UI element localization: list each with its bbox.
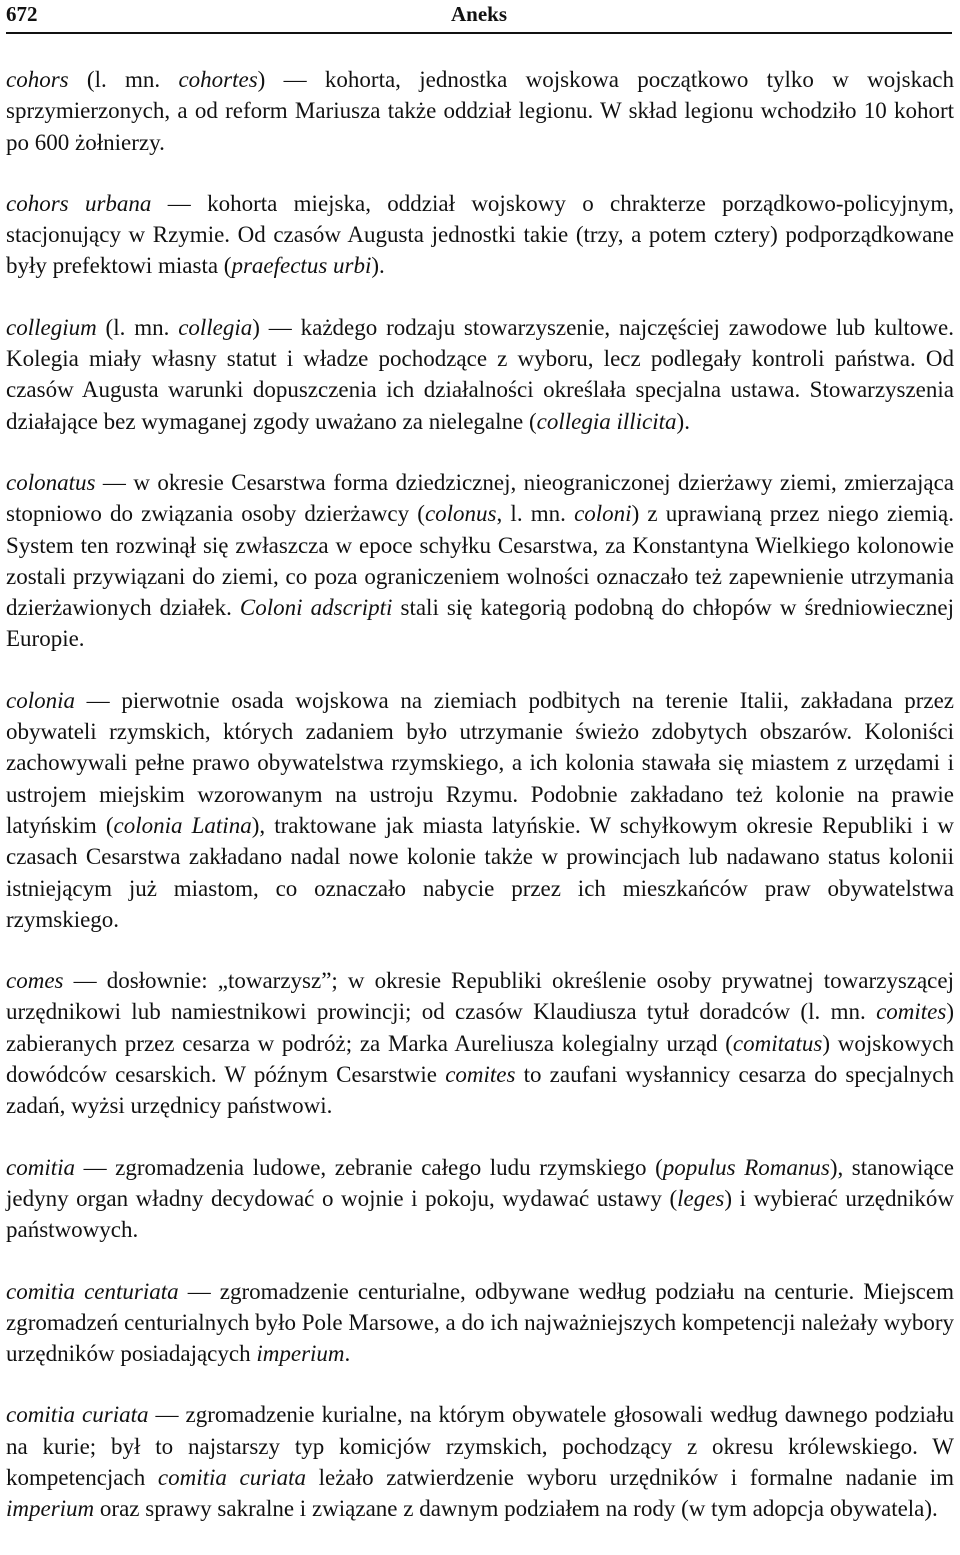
entry-text-segment: ) z uprawianą przez niego ziemią. System ten rozwinął się zwłaszcza w epoce schyłku Cesarstwa, za Konstantyna Wielkiego kolonowie zostali przywiązani do ziemi, co poza ograniczeniem wolności oznaczało też zapewnienie utrzymania dzierżawionych działek. [6, 501, 954, 621]
entry-text-segment: ) wojskowych dowódców cesarskich. W późnym Cesarstwie [6, 1030, 954, 1088]
entry-term: colonia [6, 687, 75, 713]
entry-text-segment: ), traktowane jak miasta latyńskie. W schyłkowym okresie Republiki i w czasach Cesarstwa zakładano nadal nowe kolonie także w prowincjach lub nadawano status kolonii istniejącym już miastom, co oznaczało nabycie przez ich mieszkańców praw obywatelstwa rzymskiego. [6, 812, 954, 932]
entry-term: collegium [6, 314, 97, 340]
glossary-entries [6, 64, 954, 1555]
entry-term: cohors urbana [6, 190, 152, 216]
entry-text-segment: (l. mn. [96, 314, 179, 340]
entry-text-segment: — dosłownie: „towarzysz”; w okresie Republiki określenie osoby prywatnej towarzyszącej urzędnikowi lub namiestnikowi prowincji; od czasów Klaudiusza tytuł doradców (l. mn. [6, 968, 954, 1025]
glossary-entry [6, 467, 954, 655]
entry-text-segment-italic: cohortes [178, 67, 258, 92]
entry-text-segment: . [344, 1341, 351, 1367]
entry-text-segment: — pierwotnie osada wojskowa na ziemiach podbitych na terenie Italii, zakładana przez obywateli rzymskich, których zadaniem było utrzymanie świeżo zdobytych obszarów. Koloniści zachowywali pełne prawo obywatelstwa rzymskiego, a ich kolonia stawała się miastem z urzędami i ustrojem miejskim wzorowanym na ustroju Rzymu. Podobnie zakładano też kolonie na prawie latyńskim ( [6, 687, 954, 838]
running-head: Aneks [450, 2, 508, 26]
entry-body [6, 1402, 954, 1521]
entry-text-segment-italic: leges [677, 1185, 725, 1211]
entry-term: colonatus [6, 469, 96, 495]
entry-term: comitia [6, 1154, 75, 1180]
entry-body [6, 315, 954, 434]
entry-text-segment: , l. mn. [496, 501, 575, 527]
entry-text-segment: ). [676, 408, 690, 434]
entry-body [6, 67, 954, 155]
entry-body [6, 688, 954, 932]
entry-text-segment: oraz sprawy sakralne i związane z dawnym podziałem na rody (w tym adopcja obywatela). [94, 1496, 938, 1522]
entry-text-segment-italic: collegia illicita [536, 408, 677, 434]
entry-text-segment: — zgromadzenie centurialne, odbywane według podziału na centurie. Miejscem zgromadzeń centurialnych było Pole Marsowe, a do ich najważniejszych kompetencji należały wybory urzędników posiadających [6, 1278, 954, 1367]
entry-text-segment: ). [371, 253, 385, 279]
entry-term: comes [6, 968, 64, 994]
glossary-entry [6, 312, 954, 437]
entry-term: comitia centuriata [6, 1278, 179, 1304]
entry-text-segment-italic: comitia curiata [157, 1464, 306, 1490]
entry-body [6, 968, 954, 1118]
entry-text-segment-italic: Coloni adscripti [239, 595, 393, 621]
entry-text-segment: — zgromadzenia ludowe, zebranie całego ludu rzymskiego ( [75, 1154, 663, 1180]
page-header [6, 0, 952, 34]
entry-text-segment: — w okresie Cesarstwa forma dziedzicznej, nieograniczonej dzierżawy ziemi, zmierzająca stopniowo do związania osoby dzierżawcy ( [6, 469, 954, 527]
entry-text-segment: stali się kategorią podobną do chłopów w średniowiecznej Europie. [6, 595, 955, 652]
entry-text-segment-italic: coloni [574, 501, 632, 527]
entry-text-segment: — kohorta miejska, oddział wojskowy o chrakterze porządkowo-policyjnym, stacjonujący w Rzymie. Od czasów Augusta jednostki takie (trzy, a potem cztery) podporządkowane były prefektowi miasta ( [6, 190, 955, 279]
entry-text-segment-italic: colonus [424, 501, 497, 527]
glossary-entry [6, 1276, 954, 1370]
entry-text-segment: ) — każdego rodzaju stowarzyszenie, najczęściej zawodowe lub kultowe. Kolegia miały własny statut i władze pochodzące z wyboru, lecz podlegały kontroli państwa. Od czasów Augusta warunki dopuszczenia ich działalności określała specjalna ustawa. Stowarzyszenia działające bez wymaganej zgody uważano za nielegalne ( [6, 314, 954, 434]
entry-text-segment-italic: collegia [178, 314, 253, 340]
entry-text-segment-italic: colonia Latina [113, 812, 252, 838]
glossary-entry [6, 64, 954, 158]
entry-text-segment: ) i wybierać urzędników państwowych. [6, 1185, 954, 1243]
entry-body [6, 470, 954, 651]
page-number: 672 [6, 2, 38, 26]
entry-text-segment: ), stanowiące jedyny organ władny decydować o wojnie i pokoju, wydawać ustawy ( [6, 1154, 954, 1211]
glossary-entry [6, 685, 954, 935]
entry-text-segment-italic: imperium [6, 1496, 95, 1522]
glossary-entry [6, 1152, 954, 1246]
entry-body [6, 1155, 954, 1243]
glossary-entry [6, 1399, 954, 1524]
entry-term: cohors [6, 67, 69, 92]
entry-text-segment-italic: praefectus urbi [231, 253, 372, 279]
entry-text-segment: ) — kohorta, jednostka wojskowa początkowo tylko w wojskach sprzymierzonych, a od reform Mariusza także oddział legionu. W skład legionu wchodziło 10 kohort po 600 żołnierzy. [6, 67, 954, 155]
entry-text-segment-italic: imperium [256, 1341, 345, 1367]
glossary-entry [6, 188, 954, 282]
header-rule [6, 32, 952, 34]
entry-text-segment: leżało zatwierdzenie wyboru urzędników i formalne nadanie im [306, 1464, 954, 1490]
entry-text-segment-italic: populus Romanus [662, 1154, 830, 1180]
entry-text-segment: to zaufani wysłannicy cesarza do specjalnych zadań, wyżsi urzędnicy państwowi. [6, 1062, 954, 1119]
entry-text-segment: ) zabieranych przez cesarza w podróż; za Marka Aureliusza kolegialny urząd ( [6, 999, 954, 1056]
entry-term: comitia curiata [6, 1402, 149, 1428]
entry-text-segment-italic: comitatus [732, 1030, 823, 1056]
glossary-entry [6, 965, 954, 1121]
entry-text-segment-italic: comites [876, 999, 947, 1025]
entry-text-segment: — zgromadzenie kurialne, na którym obywatele głosowali według dawnego podziału na kurie; był to najstarszy typ komicjów rzymskich, pochodzący z okresu królewskiego. W kompetencjach [6, 1402, 954, 1490]
entry-text-segment-italic: comites [445, 1062, 516, 1088]
entry-text-segment: (l. mn. [68, 67, 179, 92]
